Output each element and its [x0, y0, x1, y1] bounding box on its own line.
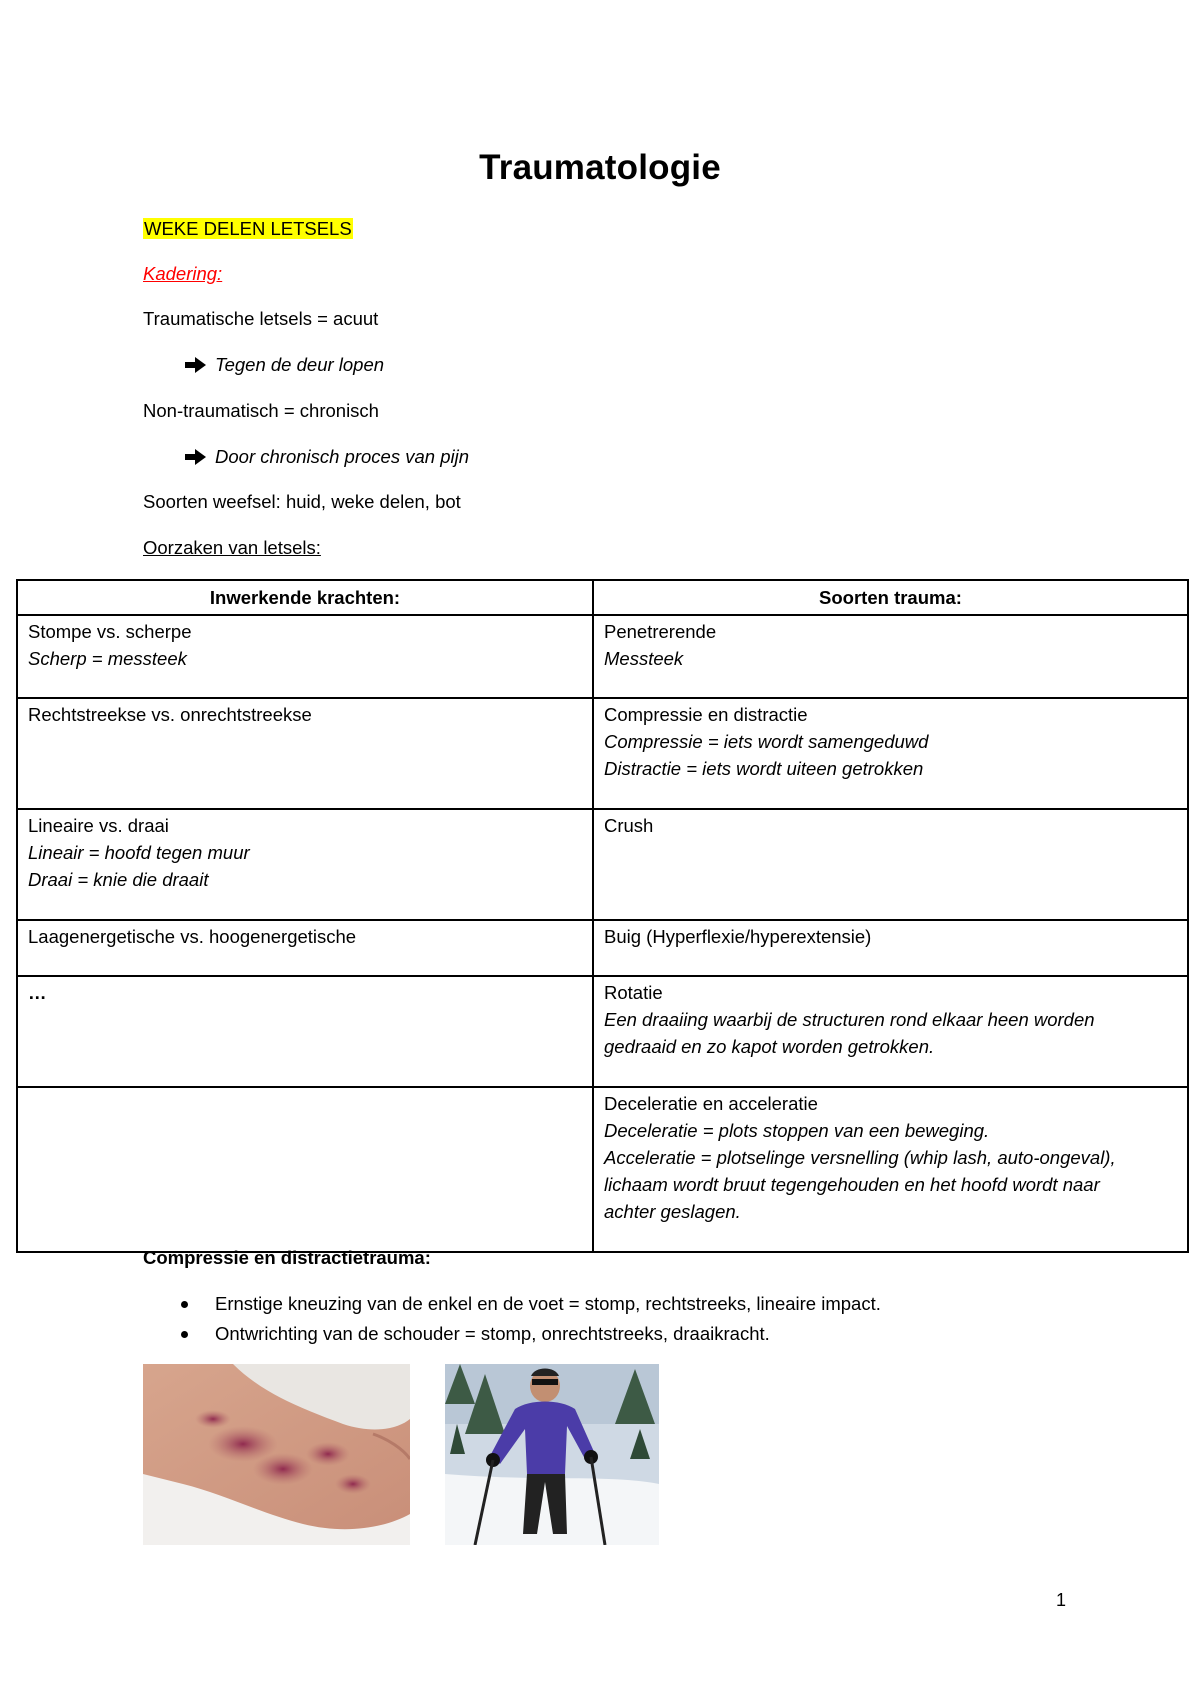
bruised-foot-image	[143, 1364, 410, 1545]
page-number: 1	[1056, 1590, 1067, 1610]
cell-line-italic: Compressie = iets wordt samengeduwd	[604, 731, 929, 752]
non-traumatisch-example: Door chronisch proces van pijn	[215, 446, 469, 467]
cell-line-italic: Een draaiing waarbij de structuren rond elkaar heen worden	[604, 1009, 1095, 1030]
table-cell	[17, 976, 593, 1087]
oorzaken-heading: Oorzaken van letsels:	[143, 537, 321, 558]
cell-line-italic: Scherp = messteek	[28, 648, 187, 669]
cell-line-italic: Acceleratie = plotselinge versnelling (whip lash, auto-ongeval),	[604, 1147, 1116, 1168]
cell-line-italic: achter geslagen.	[604, 1201, 741, 1222]
cell-line-italic: gedraaid en zo kapot worden getrokken.	[604, 1036, 935, 1057]
arrow-right-icon	[185, 356, 207, 374]
kadering-label	[143, 262, 222, 286]
table-cell	[17, 698, 593, 809]
cell-line-italic: Lineair = hoofd tegen muur	[28, 842, 250, 863]
table-cell	[593, 1087, 1188, 1252]
table-cell	[593, 809, 1188, 920]
table-header-row	[17, 580, 1188, 615]
cell-line: …	[28, 982, 47, 1003]
list-item-text: Ontwrichting van de schouder = stomp, onrechtstreeks, draaikracht.	[215, 1323, 770, 1344]
section-heading	[143, 217, 353, 241]
traumatisch-line: Traumatische letsels = acuut	[143, 308, 379, 329]
skier-image	[445, 1364, 659, 1545]
bullet-icon	[181, 1331, 188, 1338]
cell-line: Lineaire vs. draai	[28, 815, 169, 836]
subheading: Compressie en distractietrauma:	[143, 1247, 431, 1268]
table-cell-empty	[17, 1087, 593, 1252]
table-row	[17, 976, 1188, 1087]
non-traumatisch-example-line	[185, 445, 469, 469]
traumatisch-example-line	[185, 353, 384, 377]
table-cell	[593, 976, 1188, 1087]
bruised-foot-photo	[143, 1364, 410, 1545]
highlighted-heading: WEKE DELEN LETSELS	[144, 218, 352, 239]
cell-line-italic: Deceleratie = plots stoppen van een beweging.	[604, 1120, 990, 1141]
cell-line-italic: Distractie = iets wordt uiteen getrokken	[604, 758, 924, 779]
table-row	[17, 615, 1188, 698]
cell-line: Compressie en distractie	[604, 704, 808, 725]
cell-line: Deceleratie en acceleratie	[604, 1093, 818, 1114]
traumatisch-example: Tegen de deur lopen	[215, 354, 385, 375]
cell-line: Rechtstreekse vs. onrechtstreekse	[28, 704, 312, 725]
cell-line: Rotatie	[604, 982, 663, 1003]
list-item	[143, 1319, 881, 1349]
table-row	[17, 698, 1188, 809]
non-traumatisch-line: Non-traumatisch = chronisch	[143, 400, 379, 421]
table-cell	[593, 698, 1188, 809]
page-title: Traumatologie	[479, 148, 721, 187]
cell-line: Crush	[604, 815, 654, 836]
cell-line-italic: lichaam wordt bruut tegengehouden en het hoofd wordt naar	[604, 1174, 1100, 1195]
cell-line: Laagenergetische vs. hoogenergetische	[28, 926, 357, 947]
bullet-icon	[181, 1301, 188, 1308]
table-cell	[17, 809, 593, 920]
table-cell	[17, 920, 593, 976]
table-row	[17, 920, 1188, 976]
bullet-list	[143, 1289, 881, 1349]
list-item	[143, 1289, 881, 1319]
table-cell	[593, 920, 1188, 976]
skier-photo	[445, 1364, 659, 1545]
column-header-trauma: Soorten trauma:	[593, 580, 1188, 615]
table-row	[17, 809, 1188, 920]
cell-line: Stompe vs. scherpe	[28, 621, 192, 642]
cell-line-italic: Messteek	[604, 648, 684, 669]
list-item-text: Ernstige kneuzing van de enkel en de voet = stomp, rechtstreeks, lineaire impact.	[215, 1293, 881, 1314]
trauma-table	[16, 579, 1189, 1253]
kadering-text: Kadering:	[143, 263, 223, 284]
table-row	[17, 1087, 1188, 1252]
weefsel-line: Soorten weefsel: huid, weke delen, bot	[143, 491, 461, 512]
table-cell	[17, 615, 593, 698]
arrow-right-icon	[185, 448, 207, 466]
cell-line: Penetrerende	[604, 621, 717, 642]
cell-line-italic: Draai = knie die draait	[28, 869, 209, 890]
cell-line: Buig (Hyperflexie/hyperextensie)	[604, 926, 872, 947]
column-header-krachten: Inwerkende krachten:	[17, 580, 593, 615]
table-cell	[593, 615, 1188, 698]
